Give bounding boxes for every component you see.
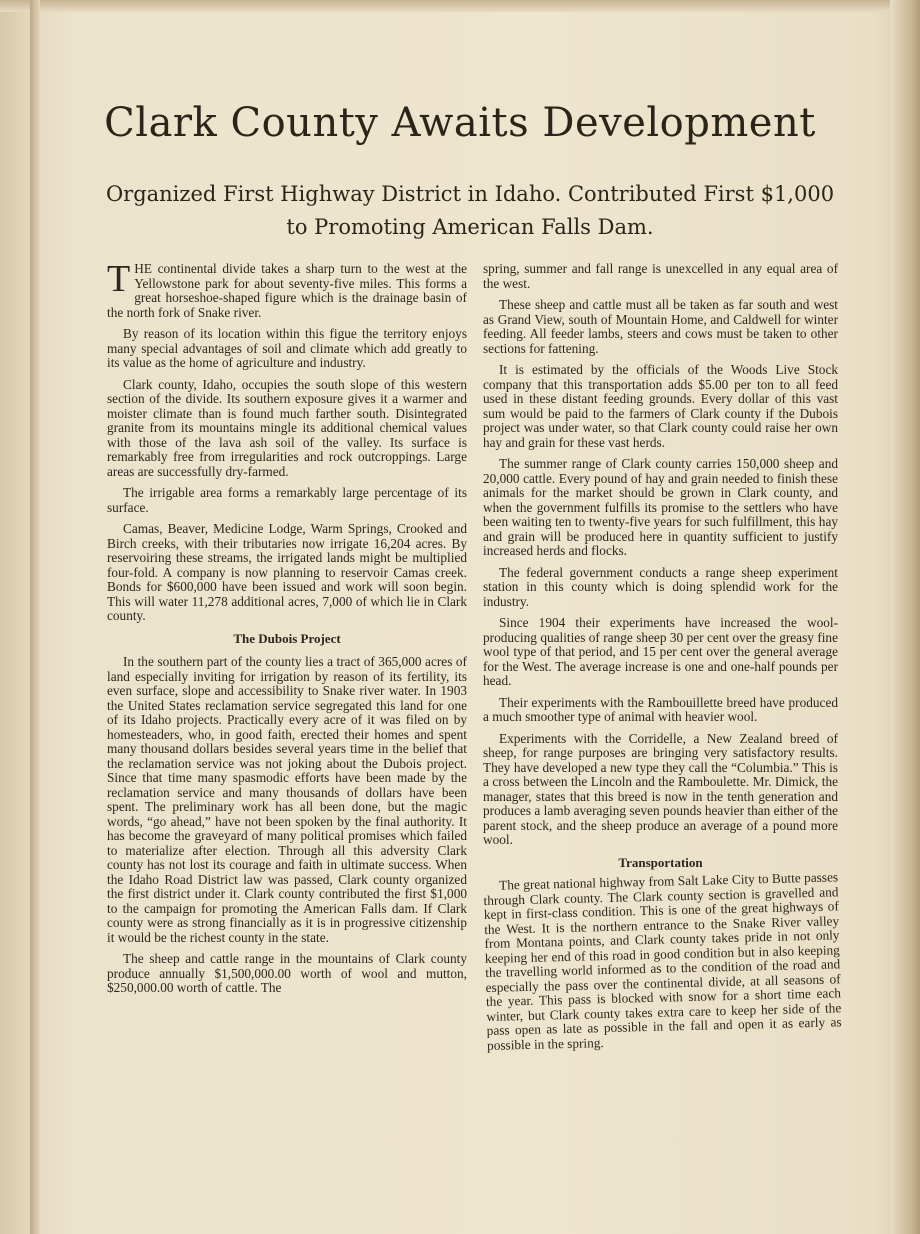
page-spine-shadow (30, 0, 40, 1234)
paragraph: In the southern part of the county lies a tract of 365,000 acres of land especially inviting for irrigation by reason of its fertility, its even surface, slope and accessibility to Snake river water. In 1903 the United States reclamation service segregated this land for one of its Idaho projects. Practically every acre of it was filed on by homesteaders, who, in good faith, erected their homes and spent many thousand dollars besides several years time in the belief that the reclamation service was not joking about the Dubois project. Since that time many spasmodic efforts have been made by the reclamation service and many thousands of dollars have been spent. The preliminary work has all been done, but the magic words, “go ahead,” have not been spoken by the final authority. It has become the graveyard of many political promises which failed to materialize after election. Through all this adversity Clark county has not lost its courage and faith in ultimate success. When the Idaho Road District law was passed, Clark county organized the first district under it. Clark county contributed the first $1,000 to the campaign for promoting the American Falls dam. If Clark county were as strong financially as it is in progressive citizenship it would be the richest county in the state. (107, 654, 467, 945)
paragraph: Their experiments with the Rambouillette breed have produced a much smoother type of animal with heavier wool. (483, 694, 838, 724)
paragraph: Since 1904 their experiments have increased the wool-producing qualities of range sheep 30 per cent over the greasy fine wool type of that period, and 15 per cent over the general average for the West. The average increase is one and one-half pounds per head. (483, 615, 838, 688)
section-heading-transportation: Transportation (618, 854, 703, 870)
paragraph (107, 258, 467, 320)
page-right-edge (890, 0, 920, 1234)
paragraph: By reason of its location within this figue the territory enjoys many special advantages of soil and climate which add greatly to its value as the home of agriculture and industry. (107, 326, 467, 370)
paragraph: It is estimated by the officials of the Woods Live Stock company that this transportation adds $5.00 per ton to all feed used in these distant feeding grounds. Every dollar of this vast sum would be paid to the farmers of Clark county if the Dubois project was under water, so that Clark county could raise her own hay and grain for these vast herds. (483, 362, 838, 450)
right-column (483, 261, 842, 1060)
paragraph: Experiments with the Corridelle, a New Zealand breed of sheep, for range purposes are bringing very satisfactory results. They have developed a new type they call the “Columbia.” This is a cross between the Lincoln and the Ramboulette. Mr. Dimick, the manager, states that this breed is now in the tenth generation and produces a lamb averaging seven pounds heavier than either of the parent stock, and the sheep produce an average of a pound more wool. (483, 730, 838, 847)
page-top-edge (0, 0, 920, 12)
left-column (107, 258, 467, 1003)
paragraph: The irrigable area forms a remarkably large percentage of its surface. (107, 485, 467, 515)
paragraph: These sheep and cattle must all be taken as far south and west as Grand View, south of Mountain Home, and Caldwell for winter feeding. All feeder lambs, steers and cows must be taken to other sections for fattening. (483, 297, 838, 356)
paragraph: spring, summer and fall range is unexcelled in any equal area of the west. (483, 261, 838, 291)
paragraph-text: HE continental divide takes a sharp turn to the west at the Yellowstone park for about seventy-five miles. This forms a great horseshoe-shaped figure which is the drainage basin of the north fork of Snake river. (107, 261, 467, 320)
section-heading-dubois: The Dubois Project (233, 630, 341, 646)
drop-cap: T (107, 258, 131, 300)
article-subtitle: Organized First Highway District in Idaho. Contributed First $1,000 to Promoting American Falls Dam. (105, 182, 835, 239)
paragraph: The sheep and cattle range in the mountains of Clark county produce annually $1,500,000.00 worth of wool and mutton, $250,000.00 worth of cattle. The (107, 951, 467, 995)
paragraph: The federal government conducts a range sheep experiment station in this county which is doing splendid work for the industry. (483, 564, 838, 609)
paragraph: The summer range of Clark county carries 150,000 sheep and 20,000 cattle. Every pound of hay and grain needed to finish these animals for the market should be grown in Clark county, and when the government fulfills its promise to the settlers who have been waiting ten to twenty-five years for such fulfillment, this hay and grain will be produced here in quantity sufficient to justify increased herds and flocks. (483, 456, 838, 558)
article-title: Clark County Awaits Development (104, 100, 816, 146)
paragraph: Clark county, Idaho, occupies the south slope of this western section of the divide. Its southern exposure gives it a warmer and moister climate than is found much farther south. Disintegrated granite from its mountains mingle its additional chemical values with those of the lava ash soil of the valley. Its surface is remarkably free from irregularities and rock outcroppings. Large areas are successfully dry-farmed. (107, 376, 467, 479)
paragraph: The great national highway from Salt Lake City to Butte passes through Clark county. The Clark county section is gravelled and kept in first-class condition. This is one of the great highways of the West. It is the northern entrance to the Snake River valley from Montana points, and Clark county takes pride in not only keeping her end of this road in good condition but in also keeping the travelling world informed as to the condition of the road and especially the pass over the continental divide, at all seasons of the year. This pass is blocked with snow for a short time each winter, but Clark county takes extra care to keep her side of the pass open as late as possible in the fall and open it as early as possible in the spring. (483, 869, 842, 1053)
paragraph: Camas, Beaver, Medicine Lodge, Warm Springs, Crooked and Birch creeks, with their tributaries now irrigate 16,204 acres. By reservoiring these streams, the irrigated lands might be multiplied four-fold. A company is now planning to reservoir Camas creek. Bonds for $600,000 have been issued and work will soon begin. This will water 11,278 additional acres, 7,000 of which lie in Clark county. (107, 521, 467, 623)
